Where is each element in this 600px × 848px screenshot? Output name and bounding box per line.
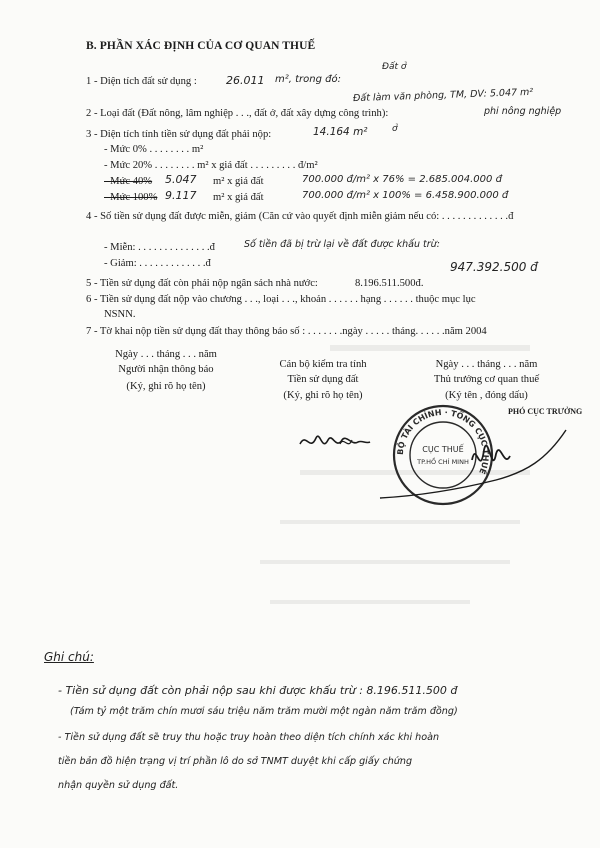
item-1-unit: m², trong đó: [275,74,341,85]
rate-20-line: - Mức 20% . . . . . . . . m² x giá đất . . . . . . . . . đ/m² [104,160,318,171]
receiver-sub: (Ký, ghi rõ họ tên) [126,381,206,392]
note-line-2: (Tám tỷ một trăm chín mươi sáu triệu năm trăm mười một ngàn năm trăm đồng) [70,706,458,717]
note-line-1: - Tiền sử dụng đất còn phải nộp sau khi được khấu trừ : 8.196.511.500 đ [58,684,458,697]
item-1-note: Đất ở [382,62,407,72]
item-5-label: 5 - Tiền sử dụng đất còn phải nộp ngân sách nhà nước: [86,278,318,289]
stamp-inner-line-2: TP.HỒ CHÍ MINH [417,458,469,466]
note-line-4: tiền bản đồ hiện trạng vị trí phần lô do sở TNMT duyệt khi cấp giấy chứng [58,756,413,767]
item-6-label: 6 - Tiền sử dụng đất nộp vào chương . . ., loại . . ., khoản . . . . . . hạng . . . . . . thuộc mục lục [86,294,476,305]
item-2-label: 2 - Loại đất (Đất nông, lâm nghiệp . . ., đất ở, đất xây dựng công trình): [86,108,389,119]
item-1-label: 1 - Diện tích đất sử dụng : [86,76,197,87]
item-5-value: 8.196.511.500đ. [355,278,424,289]
item-1-note2: Đất làm văn phòng, TM, DV: 5.047 m² [352,86,534,105]
item-7-label: 7 - Tờ khai nộp tiền sử dụng đất thay thông báo số : . . . . . . .ngày . . . . . tháng. . . . . .năm 2004 [86,326,487,337]
receiver-title: Người nhận thông báo [118,364,214,375]
item-1-value: 26.011 [226,74,265,87]
item-3-label: 3 - Diện tích tính tiền sử dụng đất phải nộp: [86,129,272,140]
note-line-3: - Tiền sử dụng đất sẽ truy thu hoặc truy hoàn theo diện tích chính xác khi hoàn [58,732,440,743]
item-6-cont: NSNN. [104,309,136,320]
note-line-5: nhận quyền sử dụng đất. [58,780,179,791]
item-3-value: 14.164 m² [313,126,368,138]
item-4-amount: 947.392.500 đ [450,260,538,274]
item-3-unit: ở [392,124,398,134]
reduction-line: - Giảm: . . . . . . . . . . . . .đ [104,258,211,269]
bleed-through-mark [330,345,530,351]
deputy-signature [376,420,576,510]
head-sub: (Ký tên , đóng dấu) [445,390,528,401]
bleed-through-mark [280,520,520,524]
deputy-director-role: PHÓ CỤC TRƯỞNG [508,407,583,416]
rate-0-line: - Mức 0% . . . . . . . . m² [104,144,204,155]
rate-40-price: 700.000 đ/m² x 76% = 2.685.004.000 đ [302,174,502,185]
head-date: Ngày . . . tháng . . . năm [435,359,538,370]
rate-100-rest: m² x giá đất [213,192,264,203]
receiver-date: Ngày . . . tháng . . . năm [115,349,217,360]
note-title: Ghi chú: [44,650,94,664]
stamp-outer-text: BỘ TÀI CHÍNH · TỔNG CỤC THUẾ [395,407,491,476]
inspector-sub: (Ký, ghi rõ họ tên) [283,390,363,401]
section-title: B. PHẦN XÁC ĐỊNH CỦA CƠ QUAN THUẾ [86,40,316,52]
exemption-line: - Miễn: . . . . . . . . . . . . . .đ [104,242,215,253]
stamp-inner-line-1: CỤC THUẾ [422,445,464,454]
item-4-note: Số tiền đã bị trừ lại về đất được khấu trừ: [244,239,440,250]
inspector-title-2: Tiền sử dụng đất [287,374,359,385]
rate-40-label: - Mức 40% [104,176,153,187]
rate-100-price: 700.000 đ/m² x 100% = 6.458.900.000 đ [302,190,509,201]
rate-100-value: 9.117 [165,189,197,202]
rate-40-value: 5.047 [165,173,197,186]
bleed-through-mark [270,600,470,604]
item-4-label: 4 - Số tiền sử dụng đất được miễn, giảm (Căn cứ vào quyết định miễn giảm nếu có: . . . . . . . . . . . . .đ [86,211,514,222]
inspector-title-1: Cán bộ kiểm tra tính [279,359,367,370]
bleed-through-mark [260,560,510,564]
rate-100-label: - Mức 100% [104,192,158,203]
rate-40-rest: m² x giá đất [213,176,264,187]
head-title: Thủ trưởng cơ quan thuế [433,374,540,385]
item-2-value: phi nông nghiệp [484,106,562,117]
inspector-signature [296,422,376,462]
